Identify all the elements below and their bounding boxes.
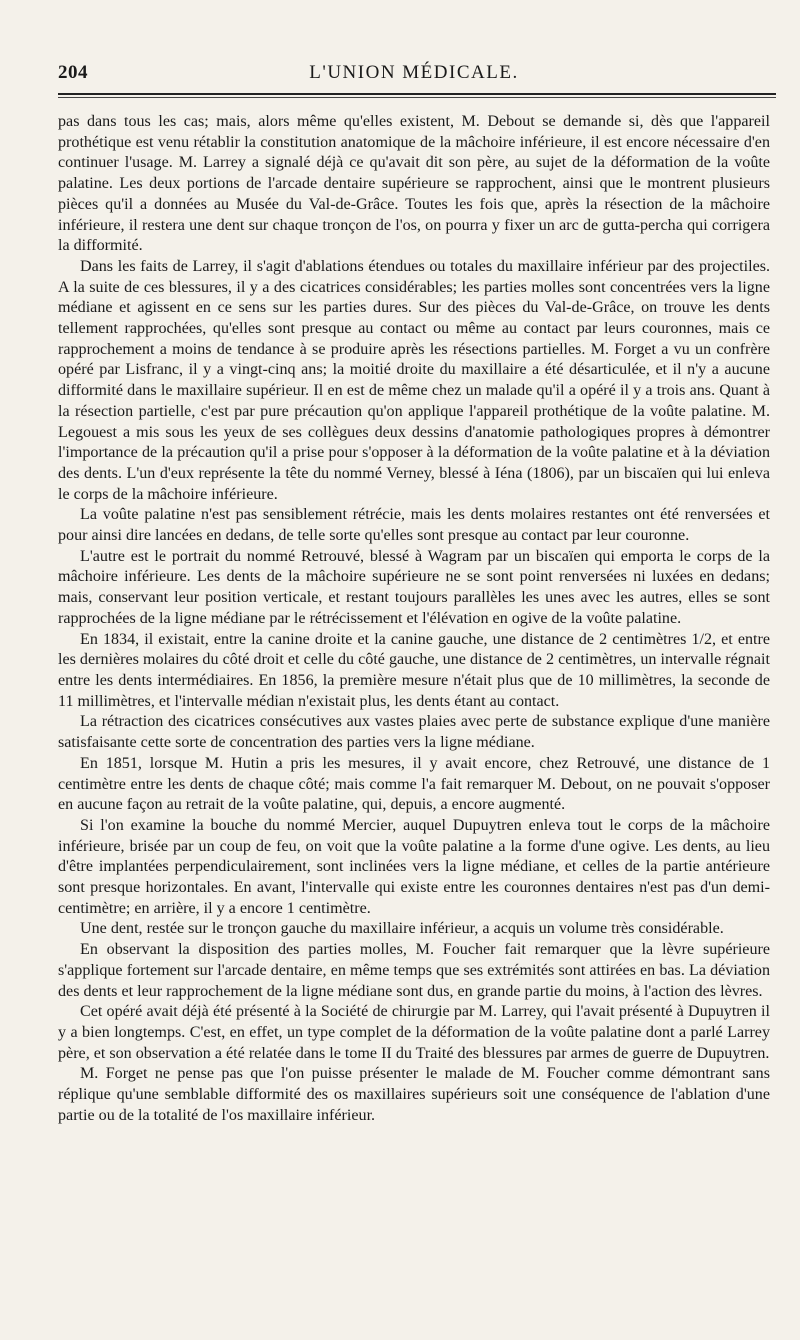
paragraph: En observant la disposition des parties molles, M. Foucher fait remarquer que la lèvre supérieure s'applique fortement sur l'arcade dentaire, en même temps que ses extrémités sont attirées en bas. La déviation des dents et leur rapprochement de la ligne médiane sont dus, en grande partie du moins, à l'action des lèvres.: [58, 941, 770, 1000]
paragraph: La voûte palatine n'est pas sensiblement rétrécie, mais les dents molaires restantes ont été renversées et pour ainsi dire lancées en dedans, de telle sorte qu'elles sont presque au contact par leur couronne.: [58, 506, 770, 545]
paragraph: Cet opéré avait déjà été présenté à la Société de chirurgie par M. Larrey, qui l'avait présenté à Dupuytren il y a bien longtemps. C'est, en effet, un type complet de la déformation de la voûte palatine dont a parlé Larrey père, et son observation a été relatée dans le tome II du Traité des blessures par armes de guerre de Dupuytren.: [58, 1003, 770, 1062]
running-title: L'UNION MÉDICALE.: [309, 62, 519, 83]
paragraph: En 1834, il existait, entre la canine droite et la canine gauche, une distance de 2 centimètres 1/2, et entre les dernières molaires du côté droit et celle du côté gauche, une distance de 2 centimètres, un intervalle régnait entre les dents intermédiaires. En 1856, la première mesure n'était plus que de 10 millimètres, la seconde de 11 millimètres, et l'intervalle médian n'existait plus, les dents étant au contact.: [58, 630, 770, 710]
paragraph: Dans les faits de Larrey, il s'agit d'ablations étendues ou totales du maxillaire inférieur par des projectiles. A la suite de ces blessures, il y a des cicatrices considérables; les parties molles sont concentrées vers la ligne médiane et agissent en ce sens sur les parties dures. Sur des pièces du Val-de-Grâce, on trouve les dents tellement rapprochées, qu'elles sont presque au contact ou même au contact par leurs couronnes, mais ce rapprochement a moins de tendance à se produire après les résections partielles. M. Forget a vu un confrère opéré par Lisfranc, il y a vingt-cinq ans; la moitié droite du maxillaire a été désarticulée, et il n'y a aucune difformité dans le maxillaire supérieur. Il en est de même chez un malade qu'il a opéré il y a trois ans. Quant à la résection partielle, c'est par pure précaution qu'on applique l'appareil prothétique de la voûte palatine. M. Legouest a mis sous les yeux de ses collègues deux dessins d'anatomie pathologiques propres à démontrer l'importance de la précaution qu'il a prise pour s'opposer à la déformation de la voûte palatine et à la déviation des dents. L'un d'eux représente la tête du nommé Verney, blessé à Iéna (1806), par un biscaïen qui lui enleva le corps de la mâchoire inférieure.: [58, 257, 770, 503]
article-body: [58, 112, 770, 1126]
header-rule: [58, 93, 776, 98]
page-header: [58, 58, 770, 90]
paragraph: pas dans tous les cas; mais, alors même qu'elles existent, M. Debout se demande si, dès que l'appareil prothétique est venu rétablir la constitution anatomique de la mâchoire inférieure, il est encore nécessaire d'en continuer l'usage. M. Larrey a signalé déjà ce qu'avait dit son père, au sujet de la déformation de la voûte palatine. Les deux portions de l'arcade dentaire supérieure se rapprochent, ainsi que le montrent plusieurs pièces qu'il a données au Musée du Val-de-Grâce. Toutes les fois que, après la résection de la mâchoire inférieure, il restera une dent sur chaque tronçon de l'os, on pourra y fixer un arc de gutta-percha qui corrigera la difformité.: [58, 113, 770, 255]
paragraph: L'autre est le portrait du nommé Retrouvé, blessé à Wagram par un biscaïen qui emporta le corps de la mâchoire inférieure. Les dents de la mâchoire supérieure ne se sont point renversées ni luxées en dedans; mais, conservant leur position verticale, et restant toujours parallèles les unes avec les autres, elles se sont rapprochées de la ligne médiane par le rétrécissement et l'élévation en ogive de la voûte palatine.: [58, 547, 770, 627]
paragraph: En 1851, lorsque M. Hutin a pris les mesures, il y avait encore, chez Retrouvé, une distance de 1 centimètre entre les dents de chaque côté; mais comme l'a fait remarquer M. Debout, on ne pouvait s'opposer en aucune façon au retrait de la voûte palatine, qui, depuis, a encore augmenté.: [58, 754, 770, 814]
page-number: 204: [58, 62, 88, 83]
paragraph: Si l'on examine la bouche du nommé Mercier, auquel Dupuytren enleva tout le corps de la mâchoire inférieure, brisée par un coup de feu, on voit que la voûte palatine a la forme d'une ogive. Les dents, au lieu d'être implantées perpendiculairement, sont inclinées vers la ligne médiane, et celles de la partie antérieure sont presque horizontales. En avant, l'intervalle qui existe entre les couronnes dentaires n'est pas d'un demi-centimètre; en arrière, il y a encore 1 centimètre.: [58, 816, 770, 917]
paragraph: Une dent, restée sur le tronçon gauche du maxillaire inférieur, a acquis un volume très considérable.: [80, 920, 724, 938]
paragraph: M. Forget ne pense pas que l'on puisse présenter le malade de M. Foucher comme démontrant sans réplique qu'une semblable difformité des os maxillaires supérieurs soit une conséquence de l'ablation d'une partie ou de la totalité de l'os maxillaire inférieur.: [58, 1065, 770, 1124]
paragraph: La rétraction des cicatrices consécutives aux vastes plaies avec perte de substance explique d'une manière satisfaisante cette sorte de concentration des parties vers la ligne médiane.: [58, 713, 770, 752]
